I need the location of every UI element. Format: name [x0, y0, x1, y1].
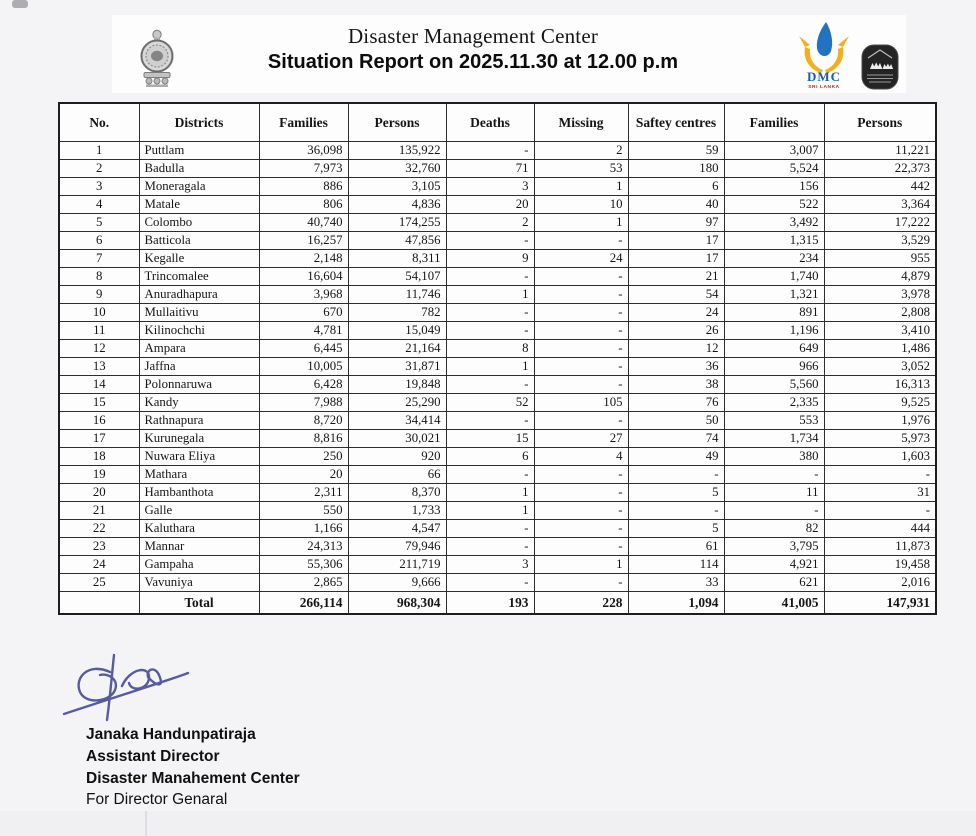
value-cell: 21: [59, 502, 139, 520]
value-cell: 22: [59, 520, 139, 538]
value-cell: 1: [534, 214, 628, 232]
district-name-cell: Mannar: [139, 538, 259, 556]
value-cell: 15: [446, 430, 534, 448]
value-cell: 3,529: [824, 232, 936, 250]
value-cell: 18: [59, 448, 139, 466]
value-cell: 211,719: [348, 556, 446, 574]
value-cell: -: [446, 376, 534, 394]
value-cell: 1,486: [824, 340, 936, 358]
value-cell: -: [446, 466, 534, 484]
scan-artifact: [12, 0, 28, 8]
district-name-cell: Hambanthota: [139, 484, 259, 502]
value-cell: 27: [534, 430, 628, 448]
value-cell: 54: [628, 286, 724, 304]
value-cell: 14: [59, 376, 139, 394]
value-cell: 47,856: [348, 232, 446, 250]
value-cell: 442: [824, 178, 936, 196]
value-cell: 135,922: [348, 142, 446, 160]
value-cell: 8: [59, 268, 139, 286]
value-cell: 34,414: [348, 412, 446, 430]
district-name-cell: Vavuniya: [139, 574, 259, 592]
value-cell: 55,306: [259, 556, 348, 574]
value-cell: 105: [534, 394, 628, 412]
value-cell: 4: [534, 448, 628, 466]
value-cell: 97: [628, 214, 724, 232]
value-cell: 550: [259, 502, 348, 520]
value-cell: 5,560: [724, 376, 824, 394]
value-cell: 7,988: [259, 394, 348, 412]
value-cell: 50: [628, 412, 724, 430]
value-cell: 17: [628, 232, 724, 250]
value-cell: 12: [59, 340, 139, 358]
dmc-logo-text: DMC: [806, 69, 842, 84]
value-cell: 955: [824, 250, 936, 268]
value-cell: 9: [446, 250, 534, 268]
value-cell: 36: [628, 358, 724, 376]
value-cell: 1: [534, 178, 628, 196]
district-name-cell: Kegalle: [139, 250, 259, 268]
value-cell: 1,321: [724, 286, 824, 304]
value-cell: 13: [59, 358, 139, 376]
value-cell: 1: [59, 142, 139, 160]
district-row: [59, 448, 936, 466]
value-cell: 782: [348, 304, 446, 322]
value-cell: 59: [628, 142, 724, 160]
column-header: Deaths: [446, 103, 534, 142]
value-cell: 21,164: [348, 340, 446, 358]
district-row: [59, 268, 936, 286]
district-row: [59, 286, 936, 304]
value-cell: -: [446, 268, 534, 286]
value-cell: -: [628, 466, 724, 484]
value-cell: 21: [628, 268, 724, 286]
value-cell: 9,666: [348, 574, 446, 592]
value-cell: 1,603: [824, 448, 936, 466]
district-name-cell: Kaluthara: [139, 520, 259, 538]
value-cell: 66: [348, 466, 446, 484]
value-cell: 3,364: [824, 196, 936, 214]
value-cell: 8: [446, 340, 534, 358]
total-value-cell: 41,005: [724, 592, 824, 615]
value-cell: -: [534, 268, 628, 286]
value-cell: 19: [59, 466, 139, 484]
district-name-cell: Polonnaruwa: [139, 376, 259, 394]
dmc-logo-icon: [796, 20, 852, 90]
total-value-cell: [59, 592, 139, 615]
value-cell: 24,313: [259, 538, 348, 556]
signatory-organization: Disaster Manahement Center: [86, 769, 300, 787]
value-cell: 1,740: [724, 268, 824, 286]
value-cell: 2: [446, 214, 534, 232]
value-cell: 25: [59, 574, 139, 592]
value-cell: 16,604: [259, 268, 348, 286]
column-header: Families: [724, 103, 824, 142]
value-cell: -: [724, 502, 824, 520]
value-cell: 3,105: [348, 178, 446, 196]
value-cell: 1: [534, 556, 628, 574]
district-name-cell: Badulla: [139, 160, 259, 178]
signatory-on-behalf: For Director Genaral: [86, 791, 228, 809]
district-name-cell: Jaffna: [139, 358, 259, 376]
value-cell: 11: [59, 322, 139, 340]
value-cell: 17,222: [824, 214, 936, 232]
district-name-cell: Kurunegala: [139, 430, 259, 448]
column-header: Saftey centres: [628, 103, 724, 142]
report-subtitle: Situation Report on 2025.11.30 at 12.00 p.m: [267, 51, 679, 73]
value-cell: 17: [628, 250, 724, 268]
signature-icon: [58, 652, 238, 732]
total-label-cell: Total: [139, 592, 259, 615]
value-cell: 5,973: [824, 430, 936, 448]
district-name-cell: Mathara: [139, 466, 259, 484]
value-cell: 522: [724, 196, 824, 214]
district-row: [59, 466, 936, 484]
value-cell: 1,976: [824, 412, 936, 430]
value-cell: 6,445: [259, 340, 348, 358]
district-row: [59, 556, 936, 574]
table-header-row: [59, 103, 936, 142]
value-cell: -: [534, 376, 628, 394]
value-cell: 380: [724, 448, 824, 466]
value-cell: 82: [724, 520, 824, 538]
value-cell: 20: [259, 466, 348, 484]
signatory-name: Janaka Handunpatiraja: [86, 726, 256, 743]
column-header: No.: [59, 103, 139, 142]
report-title: Disaster Management Center: [347, 24, 599, 48]
value-cell: -: [534, 286, 628, 304]
value-cell: 61: [628, 538, 724, 556]
value-cell: 156: [724, 178, 824, 196]
value-cell: 8,816: [259, 430, 348, 448]
value-cell: 5,524: [724, 160, 824, 178]
value-cell: 3,410: [824, 322, 936, 340]
district-name-cell: Kilinochchi: [139, 322, 259, 340]
district-name-cell: Puttlam: [139, 142, 259, 160]
total-value-cell: 266,114: [259, 592, 348, 615]
value-cell: 3,795: [724, 538, 824, 556]
district-name-cell: Gampaha: [139, 556, 259, 574]
district-row: [59, 376, 936, 394]
value-cell: 15,049: [348, 322, 446, 340]
value-cell: 79,946: [348, 538, 446, 556]
district-row: [59, 430, 936, 448]
value-cell: -: [446, 322, 534, 340]
value-cell: 71: [446, 160, 534, 178]
value-cell: 7,973: [259, 160, 348, 178]
value-cell: 7: [59, 250, 139, 268]
value-cell: 11: [724, 484, 824, 502]
district-row: [59, 178, 936, 196]
value-cell: -: [534, 322, 628, 340]
value-cell: 6,428: [259, 376, 348, 394]
value-cell: -: [628, 502, 724, 520]
total-row: [59, 592, 936, 615]
value-cell: 4,781: [259, 322, 348, 340]
value-cell: 4,836: [348, 196, 446, 214]
district-row: [59, 214, 936, 232]
value-cell: 5: [628, 484, 724, 502]
value-cell: 20: [59, 484, 139, 502]
value-cell: 180: [628, 160, 724, 178]
value-cell: -: [446, 232, 534, 250]
value-cell: -: [446, 412, 534, 430]
value-cell: 2,335: [724, 394, 824, 412]
value-cell: 3,007: [724, 142, 824, 160]
value-cell: 2: [59, 160, 139, 178]
value-cell: 9: [59, 286, 139, 304]
column-header: Families: [259, 103, 348, 142]
value-cell: 174,255: [348, 214, 446, 232]
value-cell: 23: [59, 538, 139, 556]
value-cell: 9,525: [824, 394, 936, 412]
value-cell: 26: [628, 322, 724, 340]
value-cell: 234: [724, 250, 824, 268]
value-cell: 4: [59, 196, 139, 214]
district-row: [59, 574, 936, 592]
value-cell: 53: [534, 160, 628, 178]
value-cell: 16: [59, 412, 139, 430]
value-cell: 22,373: [824, 160, 936, 178]
total-value-cell: 193: [446, 592, 534, 615]
value-cell: 5: [628, 520, 724, 538]
district-row: [59, 394, 936, 412]
value-cell: 8,311: [348, 250, 446, 268]
value-cell: 2,148: [259, 250, 348, 268]
district-name-cell: Matale: [139, 196, 259, 214]
district-row: [59, 538, 936, 556]
value-cell: 10: [534, 196, 628, 214]
value-cell: 6: [59, 232, 139, 250]
district-name-cell: Galle: [139, 502, 259, 520]
value-cell: 33: [628, 574, 724, 592]
column-header: Districts: [139, 103, 259, 142]
value-cell: -: [534, 538, 628, 556]
value-cell: 553: [724, 412, 824, 430]
value-cell: 20: [446, 196, 534, 214]
dark-badge-logo-icon: [861, 44, 899, 90]
value-cell: 74: [628, 430, 724, 448]
value-cell: 19,848: [348, 376, 446, 394]
district-row: [59, 340, 936, 358]
value-cell: 2,808: [824, 304, 936, 322]
value-cell: 11,873: [824, 538, 936, 556]
value-cell: 444: [824, 520, 936, 538]
value-cell: 52: [446, 394, 534, 412]
district-name-cell: Rathnapura: [139, 412, 259, 430]
value-cell: 8,370: [348, 484, 446, 502]
value-cell: 19,458: [824, 556, 936, 574]
sri-lanka-emblem-icon: [134, 28, 180, 88]
value-cell: -: [534, 358, 628, 376]
value-cell: -: [446, 538, 534, 556]
district-row: [59, 160, 936, 178]
total-value-cell: 147,931: [824, 592, 936, 615]
value-cell: 40: [628, 196, 724, 214]
signature-block: [86, 724, 300, 811]
district-name-cell: Mullaitivu: [139, 304, 259, 322]
value-cell: 40,740: [259, 214, 348, 232]
value-cell: 1: [446, 358, 534, 376]
value-cell: 670: [259, 304, 348, 322]
value-cell: 30,021: [348, 430, 446, 448]
value-cell: -: [534, 340, 628, 358]
value-cell: 891: [724, 304, 824, 322]
column-header: Persons: [824, 103, 936, 142]
value-cell: 1,166: [259, 520, 348, 538]
value-cell: -: [534, 466, 628, 484]
value-cell: 8,720: [259, 412, 348, 430]
value-cell: -: [534, 304, 628, 322]
value-cell: 10,005: [259, 358, 348, 376]
value-cell: 11,746: [348, 286, 446, 304]
value-cell: 1: [446, 286, 534, 304]
district-name-cell: Colombo: [139, 214, 259, 232]
value-cell: 806: [259, 196, 348, 214]
value-cell: 3,968: [259, 286, 348, 304]
value-cell: 1: [446, 502, 534, 520]
value-cell: -: [534, 232, 628, 250]
total-value-cell: 968,304: [348, 592, 446, 615]
value-cell: -: [446, 304, 534, 322]
value-cell: 4,547: [348, 520, 446, 538]
district-row: [59, 322, 936, 340]
value-cell: 2,016: [824, 574, 936, 592]
value-cell: 1: [446, 484, 534, 502]
value-cell: 966: [724, 358, 824, 376]
district-row: [59, 502, 936, 520]
district-name-cell: Anuradhapura: [139, 286, 259, 304]
column-header: Persons: [348, 103, 446, 142]
value-cell: 1,196: [724, 322, 824, 340]
column-header: Missing: [534, 103, 628, 142]
value-cell: 621: [724, 574, 824, 592]
district-name-cell: Trincomalee: [139, 268, 259, 286]
value-cell: 3: [59, 178, 139, 196]
value-cell: 31: [824, 484, 936, 502]
value-cell: 76: [628, 394, 724, 412]
district-row: [59, 232, 936, 250]
value-cell: 36,098: [259, 142, 348, 160]
district-row: [59, 412, 936, 430]
value-cell: 4,879: [824, 268, 936, 286]
value-cell: 1,733: [348, 502, 446, 520]
district-row: [59, 484, 936, 502]
district-row: [59, 142, 936, 160]
value-cell: 1,734: [724, 430, 824, 448]
value-cell: 17: [59, 430, 139, 448]
value-cell: 11,221: [824, 142, 936, 160]
value-cell: 3,978: [824, 286, 936, 304]
situation-report-table: [58, 102, 937, 615]
value-cell: 10: [59, 304, 139, 322]
value-cell: 3: [446, 178, 534, 196]
value-cell: 886: [259, 178, 348, 196]
district-row: [59, 358, 936, 376]
value-cell: -: [534, 412, 628, 430]
total-value-cell: 1,094: [628, 592, 724, 615]
district-name-cell: Batticola: [139, 232, 259, 250]
value-cell: 16,257: [259, 232, 348, 250]
scan-page-edge-line: [145, 811, 147, 836]
value-cell: 31,871: [348, 358, 446, 376]
value-cell: 3: [446, 556, 534, 574]
value-cell: 32,760: [348, 160, 446, 178]
value-cell: -: [446, 574, 534, 592]
value-cell: -: [534, 574, 628, 592]
value-cell: 5: [59, 214, 139, 232]
value-cell: 24: [534, 250, 628, 268]
value-cell: 16,313: [824, 376, 936, 394]
value-cell: 24: [628, 304, 724, 322]
value-cell: 38: [628, 376, 724, 394]
value-cell: -: [824, 466, 936, 484]
value-cell: 15: [59, 394, 139, 412]
value-cell: 12: [628, 340, 724, 358]
district-name-cell: Ampara: [139, 340, 259, 358]
value-cell: -: [824, 502, 936, 520]
value-cell: -: [724, 466, 824, 484]
district-name-cell: Nuwara Eliya: [139, 448, 259, 466]
value-cell: 2,311: [259, 484, 348, 502]
value-cell: 250: [259, 448, 348, 466]
value-cell: -: [446, 520, 534, 538]
value-cell: 3,052: [824, 358, 936, 376]
value-cell: 3,492: [724, 214, 824, 232]
district-row: [59, 304, 936, 322]
value-cell: 54,107: [348, 268, 446, 286]
district-name-cell: Kandy: [139, 394, 259, 412]
value-cell: 2,865: [259, 574, 348, 592]
total-value-cell: 228: [534, 592, 628, 615]
value-cell: -: [446, 142, 534, 160]
value-cell: 4,921: [724, 556, 824, 574]
value-cell: 24: [59, 556, 139, 574]
value-cell: 649: [724, 340, 824, 358]
value-cell: 6: [446, 448, 534, 466]
value-cell: -: [534, 502, 628, 520]
district-row: [59, 196, 936, 214]
district-name-cell: Moneragala: [139, 178, 259, 196]
district-row: [59, 520, 936, 538]
signatory-role: Assistant Director: [86, 747, 220, 765]
value-cell: -: [534, 484, 628, 502]
dmc-logo-subtext: SRI LANKA: [808, 85, 840, 90]
value-cell: 49: [628, 448, 724, 466]
value-cell: -: [534, 520, 628, 538]
value-cell: 25,290: [348, 394, 446, 412]
value-cell: 920: [348, 448, 446, 466]
value-cell: 114: [628, 556, 724, 574]
value-cell: 1,315: [724, 232, 824, 250]
value-cell: 6: [628, 178, 724, 196]
value-cell: 2: [534, 142, 628, 160]
district-row: [59, 250, 936, 268]
